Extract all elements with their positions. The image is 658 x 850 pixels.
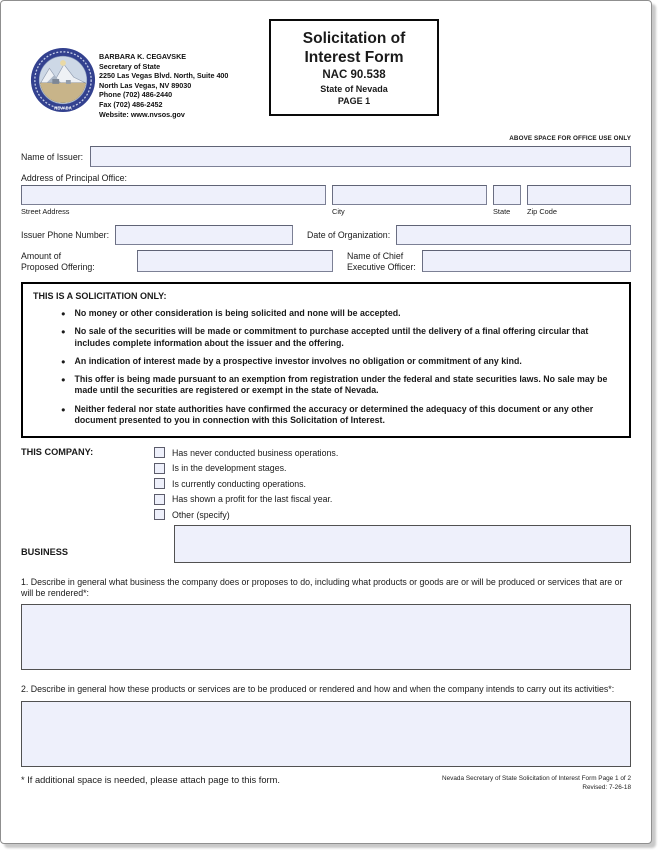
bullet-icon: ● bbox=[61, 356, 66, 366]
checkbox-other-specify[interactable] bbox=[154, 509, 165, 520]
bullet-icon: ● bbox=[61, 375, 66, 385]
business-question-2: 2. Describe in general how these products or services are to be produced or rendered and how and when the company intends to carry out its activities*: bbox=[21, 684, 615, 695]
option-label: Has never conducted business operations. bbox=[172, 447, 339, 458]
address-of-principal-office-label: Address of Principal Office: bbox=[21, 173, 127, 183]
bullet-icon: ● bbox=[61, 309, 66, 318]
state-label: State bbox=[493, 207, 511, 216]
other-specify-textarea[interactable] bbox=[174, 525, 631, 563]
amount-of-offering-input[interactable] bbox=[137, 250, 333, 272]
notice-item bbox=[33, 326, 619, 349]
solicitation-notice-box bbox=[21, 282, 631, 438]
notice-item bbox=[33, 374, 619, 397]
option-label: Has shown a profit for the last fiscal year. bbox=[172, 494, 333, 505]
company-option-row bbox=[154, 509, 631, 520]
checkbox-never-conducted-operations[interactable] bbox=[154, 447, 165, 458]
bullet-icon: ● bbox=[61, 404, 66, 414]
form-header bbox=[21, 15, 631, 133]
notice-text: This offer is being made pursuant to an exemption from registration under the federal and state securities laws. No sale may be made until the securities are registered or exempt in the state of Nevada. bbox=[74, 374, 608, 396]
business-question-2-textarea[interactable] bbox=[21, 701, 631, 767]
ceo-name-input[interactable] bbox=[422, 250, 631, 272]
name-of-issuer-label: Name of Issuer: bbox=[21, 151, 84, 162]
name-of-issuer-row bbox=[21, 146, 631, 167]
notice-text: An indication of interest made by a prospective investor involves no obligation or commitment of any kind. bbox=[74, 355, 522, 366]
option-label: Is in the development stages. bbox=[172, 463, 287, 474]
city-input[interactable] bbox=[332, 185, 487, 205]
official-fax: Fax (702) 486-2452 bbox=[99, 99, 163, 109]
company-option-row bbox=[154, 447, 631, 458]
business-question-1-textarea[interactable] bbox=[21, 604, 631, 670]
date-of-organization-label: Date of Organization: bbox=[307, 230, 391, 240]
this-company-heading: THIS COMPANY: bbox=[21, 447, 94, 458]
option-label: Is currently conducting operations. bbox=[172, 478, 306, 489]
form-title-line2: Interest Form bbox=[304, 48, 404, 66]
form-title-line1: Solicitation of bbox=[302, 30, 406, 47]
amount-ceo-row bbox=[21, 250, 631, 272]
phone-date-row bbox=[21, 225, 631, 245]
street-address-input[interactable] bbox=[21, 185, 326, 205]
notice-item bbox=[33, 356, 619, 367]
state-input[interactable] bbox=[493, 185, 521, 205]
company-status-section bbox=[21, 447, 631, 563]
company-status-options bbox=[154, 447, 631, 563]
additional-space-note: * If additional space is needed, please attach page to this form. bbox=[21, 775, 280, 786]
company-option-row bbox=[154, 494, 631, 505]
checkbox-currently-conducting-operations[interactable] bbox=[154, 478, 165, 489]
solicitation-notice-list bbox=[33, 308, 619, 426]
city-label: City bbox=[332, 207, 345, 216]
form-page-number: PAGE 1 bbox=[337, 96, 371, 106]
notice-item bbox=[33, 404, 619, 427]
ceo-name-label: Name of Chief Executive Officer: bbox=[347, 251, 416, 272]
name-of-issuer-input[interactable] bbox=[90, 146, 631, 167]
checkbox-development-stages[interactable] bbox=[154, 463, 165, 474]
address-fields-row bbox=[21, 185, 631, 205]
office-use-note: ABOVE SPACE FOR OFFICE USE ONLY bbox=[509, 135, 631, 142]
official-phone: Phone (702) 486-2440 bbox=[99, 90, 173, 100]
notice-text: No money or other consideration is being solicited and none will be accepted. bbox=[74, 308, 401, 318]
street-address-label: Street Address bbox=[21, 207, 70, 216]
document-id-line2: Revised: 7-26-18 bbox=[582, 783, 631, 791]
official-website: Website: www.nvsos.gov bbox=[99, 109, 185, 119]
date-of-organization-input[interactable] bbox=[396, 225, 631, 245]
notice-text: No sale of the securities will be made or commitment to purchase accepted until the delivery of a final offering circular that includes complete information about the issuer and the offering. bbox=[74, 326, 589, 348]
business-heading: BUSINESS bbox=[21, 546, 68, 557]
page-footer bbox=[21, 775, 631, 792]
bullet-icon: ● bbox=[61, 327, 66, 337]
official-name: BARBARA K. CEGAVSKE bbox=[99, 52, 187, 61]
zip-code-label: Zip Code bbox=[527, 207, 557, 216]
business-question-1: 1. Describe in general what business the company does or proposes to do, including what products or goods are or will be produced or services that are or will be rendered*: bbox=[21, 576, 623, 598]
issuer-phone-label: Issuer Phone Number: bbox=[21, 230, 110, 240]
option-label: Other (specify) bbox=[172, 509, 230, 520]
official-title: Secretary of State bbox=[99, 61, 161, 71]
official-address-2: North Las Vegas, NV 89030 bbox=[99, 80, 192, 90]
notice-item bbox=[33, 308, 619, 319]
document-id-line1: Nevada Secretary of State Solicitation of Interest Form Page 1 of 2 bbox=[442, 775, 631, 783]
svg-text:NEVADA: NEVADA bbox=[54, 105, 72, 111]
company-option-row bbox=[154, 478, 631, 489]
form-state: State of Nevada bbox=[320, 84, 388, 94]
form-title-box bbox=[269, 19, 439, 116]
form-nac-number: NAC 90.538 bbox=[322, 69, 386, 81]
company-section-headings bbox=[21, 447, 154, 563]
company-option-row bbox=[154, 463, 631, 474]
zip-code-input[interactable] bbox=[527, 185, 631, 205]
document-id-block bbox=[442, 775, 631, 792]
issuer-phone-input[interactable] bbox=[115, 225, 293, 245]
nevada-state-seal-icon bbox=[29, 46, 97, 114]
secretary-of-state-block bbox=[99, 52, 228, 119]
checkbox-profit-last-fiscal-year[interactable] bbox=[154, 494, 165, 505]
amount-of-offering-label: Amount of Proposed Offering: bbox=[21, 251, 95, 272]
solicitation-notice-heading: THIS IS A SOLICITATION ONLY: bbox=[33, 291, 167, 301]
address-sublabels-row bbox=[21, 207, 631, 216]
official-address-1: 2250 Las Vegas Blvd. North, Suite 400 bbox=[99, 71, 229, 81]
notice-text: Neither federal nor state authorities have confirmed the accuracy or determined the adequacy of this document or any other document presented to you in connection with this Solicitation of Interest. bbox=[74, 403, 594, 426]
